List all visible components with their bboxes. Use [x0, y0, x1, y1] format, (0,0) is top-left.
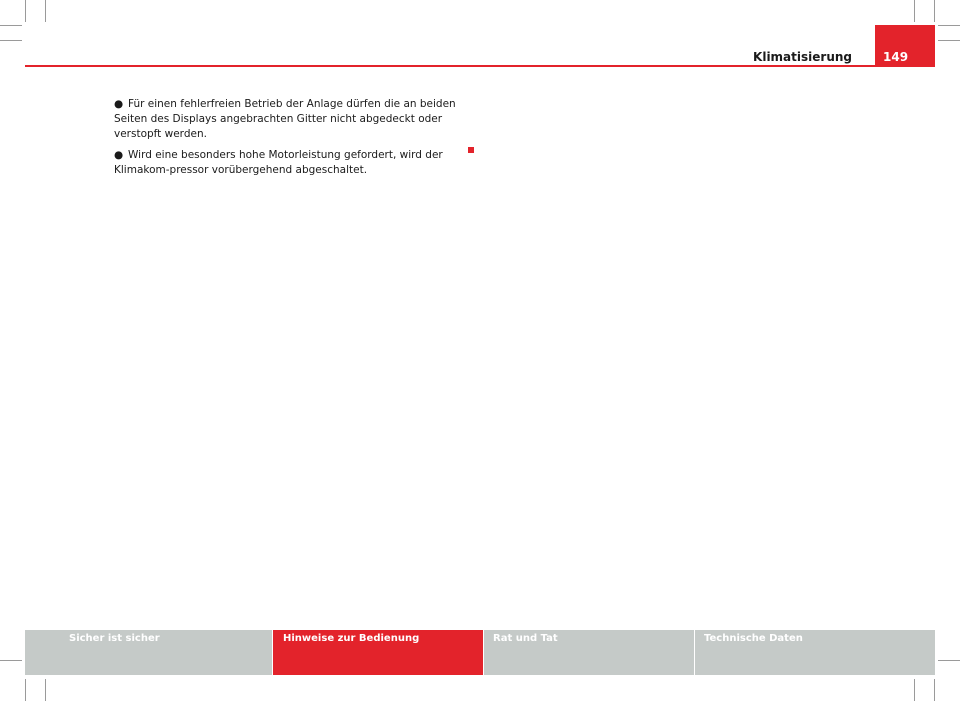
page-number: 149 — [883, 50, 909, 64]
footer-tab-label: Hinweise zur Bedienung — [283, 633, 420, 644]
crop-mark — [934, 679, 935, 701]
header-rule — [25, 65, 935, 67]
footer-tab-hinweise-zur-bedienung[interactable] — [273, 630, 483, 675]
crop-mark — [914, 679, 915, 701]
footer-tab-rat-und-tat[interactable] — [484, 630, 694, 675]
bullet-icon: ● — [114, 98, 124, 110]
section-title: Klimatisierung — [753, 50, 852, 64]
crop-mark — [0, 660, 22, 661]
footer-tab-label: Rat und Tat — [493, 633, 558, 644]
crop-mark — [25, 679, 26, 701]
footer-tab-technische-daten[interactable] — [695, 630, 935, 675]
crop-mark — [938, 660, 960, 661]
bullet-text: Für einen fehlerfreien Betrieb der Anlage dürfen die an beiden Seiten des Displays angebrachten Gitter nicht abgedeckt oder verstopft werden. — [114, 98, 456, 140]
bullet-item — [114, 148, 474, 178]
crop-mark — [45, 679, 46, 701]
crop-mark — [45, 0, 46, 22]
crop-mark — [914, 0, 915, 22]
crop-mark — [938, 40, 960, 41]
crop-mark — [934, 0, 935, 22]
bullet-text: Wird eine besonders hohe Motorleistung gefordert, wird der Klimakom-pressor vorübergehend abgeschaltet. — [114, 149, 443, 176]
bullet-item — [114, 97, 474, 142]
footer-tab-sicher-ist-sicher[interactable] — [25, 630, 272, 675]
bullet-icon: ● — [114, 149, 124, 161]
crop-mark — [938, 25, 960, 26]
footer-tab-label: Sicher ist sicher — [69, 633, 160, 644]
crop-mark — [0, 25, 22, 26]
page-number-box — [875, 25, 935, 67]
crop-mark — [0, 40, 22, 41]
body-text — [114, 97, 474, 184]
footer-tab-label: Technische Daten — [704, 633, 803, 644]
crop-mark — [25, 0, 26, 22]
section-end-marker — [468, 147, 474, 153]
